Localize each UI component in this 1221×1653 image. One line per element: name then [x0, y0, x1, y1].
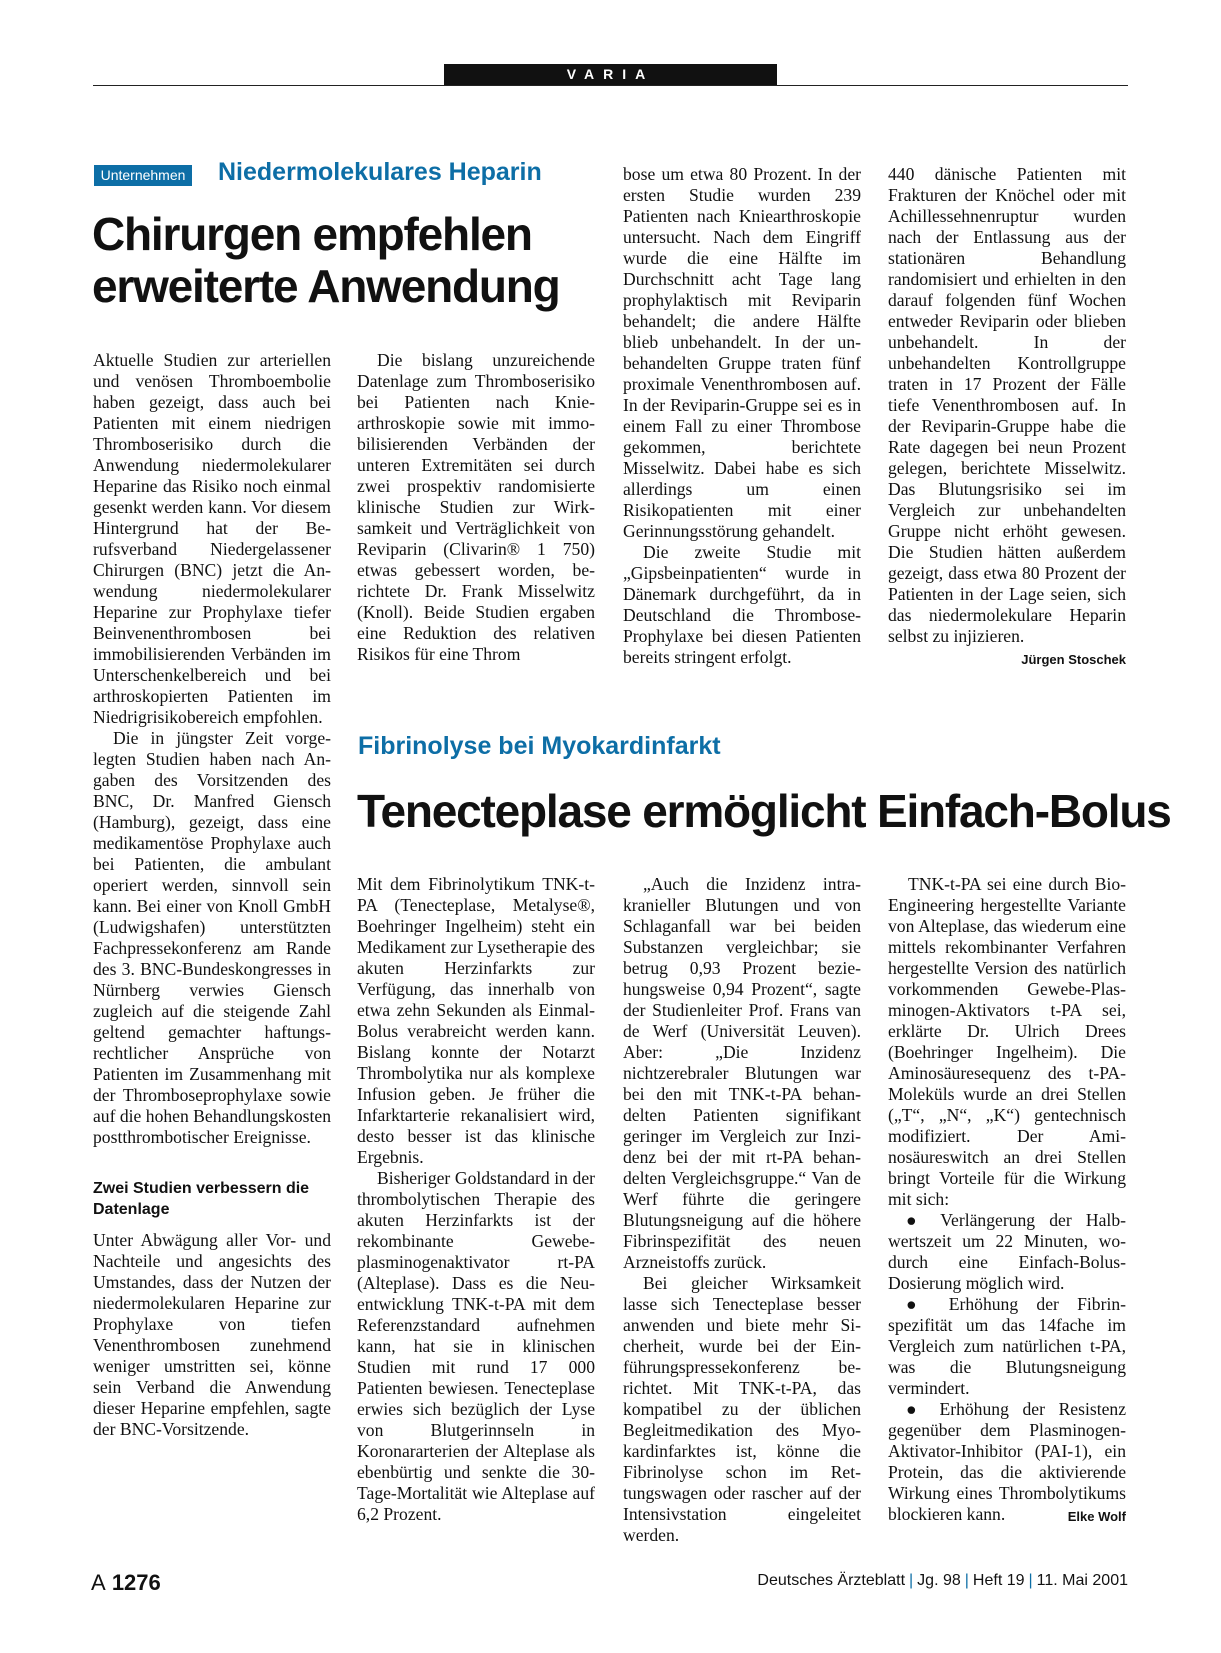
article1-column-3	[623, 164, 861, 668]
article1-headline-line1: Chirurgen empfehlen	[92, 208, 532, 260]
footer-separator: |	[909, 1572, 914, 1589]
page-folio	[91, 1570, 161, 1596]
article2-headline: Tenecteplase ermöglicht Einfach-Bolus	[357, 785, 1171, 837]
article1-author: Jürgen Stoschek	[1021, 652, 1126, 667]
article1-subhead: Zwei Studien verbessern die Datenlage	[93, 1180, 310, 1218]
header-rule	[93, 85, 1128, 86]
article2-paragraph: TNK-t-PA sei eine durch Bio-Engineering hergestellte Variante von Alteplase, das wiederum eine mittels rekombinanter Verfahren hergestellte Version des natürlich vorkommenden Gewebe-Plasminogen-Aktivators t-PA sei, erklärte Dr. Ulrich Drees (Boehringer Ingelheim). Die Aminosäuresequenz des t-PA-Moleküls wurde an drei Stellen („T“, „N“, „K“) gentechnisch modifiziert. Der Aminosäureswitch an drei Stellen bringt Vorteile für die Wirkung mit sich:	[888, 874, 1126, 1209]
article1-paragraph: Die zweite Studie mit „Gipsbeinpatienten“ wurde in Dänemark durchgeführt, da in Deutschland die Thrombose-Prophylaxe bei diesen Patienten bereits stringent erfolgt.	[623, 542, 861, 667]
journal-issue: Heft 19	[972, 1572, 1025, 1589]
bullet-item	[888, 1399, 1126, 1525]
article1-paragraph: Unter Abwägung aller Vor- und Nachteile und angesichts des Umstandes, dass der Nutzen der niedermolekularen Heparine zur Prophylaxe von tiefen Venenthrombosen zunehmend weniger umstritten sei, könne sein Verband die Anwendung dieser Heparine empfehlen, sagte der BNC-Vorsitzende.	[93, 1230, 331, 1439]
article1-paragraph: bose um etwa 80 Prozent. In der ersten Studie wurden 239 Patienten nach Kniearthroskopie untersucht. Nach dem Eingriff wurde die eine Hälfte im Durchschnitt acht Tage lang prophylaktisch mit Reviparin behandelt; die andere Hälfte blieb unbehandelt. In der unbehandelten Gruppe traten fünf proximale Venenthrombosen auf. In der Reviparin-Gruppe sei es in einem Fall zu einer Thrombose gekommen, berichtete Misselwitz. Dabei habe es sich allerdings um einen Risikopatienten mit einer Gerinnungsstörung gehandelt.	[623, 164, 861, 541]
bullet-icon: ●	[906, 1210, 927, 1230]
article1-column-1	[93, 350, 331, 1440]
article1-column-2	[357, 350, 595, 665]
article1-paragraph: Die in jüngster Zeit vorgelegten Studien haben nach Angaben des Vorsitzenden des BNC, Dr. Manfred Giensch (Hamburg), gezeigt, dass eine medikamentöse Prophylaxe auch bei Patienten, die ambulant operiert werden, sinnvoll sein kann. Bei einer von Knoll GmbH (Ludwigshafen) unterstützten Fachpressekonferenz am Rande des 3. BNC-Bundeskongresses in Nürnberg verwies Giensch zugleich auf die steigende Zahl geltend gemachter haftungsrechtlicher Ansprüche von Patienten im Zusammenhang mit der Thromboseprophylaxe sowie auf die hohen Behandlungskosten postthrombotischer Ereignisse.	[93, 728, 331, 1147]
article2-column-3	[623, 874, 861, 1546]
article2-column-4	[888, 874, 1126, 1527]
article2-author: Elke Wolf	[1067, 1509, 1126, 1524]
article1-col4-text: 440 dänische Patienten mit Frakturen der Knöchel oder mit Achillessehnenruptur wurden nach der Entlassung aus der stationären Behandlung randomisiert und erhielten in den darauf folgenden fünf Wochen entweder Reviparin oder blieben unbehandelt. In der unbehandelten Kontrollgruppe traten in 17 Prozent der Fälle tiefe Venenthrombosen auf. In der Reviparin-Gruppe habe die Rate dagegen bei neun Prozent gelegen, berichtete Misselwitz. Das Blutungsrisiko sei im Vergleich zur unbehandelten Gruppe nicht erhöht gewesen. Die Studien hätten außerdem gezeigt, dass etwa 80 Prozent der Patienten in der Lage seien, sich das niedermolekulare Heparin selbst zu injizieren.	[888, 164, 1126, 646]
article2-paragraph: Bisheriger Goldstandard in der thrombolytischen Therapie des akuten Herzinfarkts ist der rekombinante Gewebeplasminogenaktivator rt-PA (Alteplase). Dass es die Neuentwicklung TNK-t-PA mit dem Referenzstandard aufnehmen kann, hat sie in klinischen Studien mit rund 17 000 Patienten bewiesen. Tenecteplase erwies sich bezüglich der Lyse von Blutgerinnseln in Koronararterien der Alteplase als ebenbürtig und senkte die 30-Tage-Mortalität wie Alteplase auf 6,2 Prozent.	[357, 1168, 595, 1524]
bullet-text: Erhöhung der Fibrinspezifität um das 14fache im Vergleich zum natürlichen t-PA, was die Blutungsneigung vermindert.	[888, 1294, 1126, 1398]
article1-paragraph: Die bislang unzureichende Datenlage zum Thromboserisiko bei Patienten nach Kniearthroskopie sowie mit immobilisierenden Verbänden der unteren Extremitäten sei durch zwei prospektiv randomisierte klinische Studien zur Wirksamkeit und Verträglichkeit von Reviparin (Clivarin® 1 750) etwas gebessert worden, berichtete Dr. Frank Misselwitz (Knoll). Beide Studien ergaben eine Reduktion des relativen Risikos für eine Throm	[357, 350, 595, 664]
bullet-icon: ●	[906, 1399, 926, 1419]
article2-column-2	[357, 874, 595, 1525]
article1-paragraph	[888, 164, 1126, 667]
article1-kicker: Niedermolekulares Heparin	[218, 158, 542, 186]
footer-separator: |	[1028, 1572, 1033, 1589]
category-tag: Unternehmen	[94, 165, 192, 186]
journal-name: Deutsches Ärzteblatt	[757, 1572, 906, 1589]
section-label: VARIA	[444, 64, 777, 85]
bullet-text: Verlängerung der Halbwertszeit um 22 Minuten, wodurch eine Einfach-Bolus-Dosierung möglich wird.	[888, 1210, 1126, 1293]
folio-prefix: A	[91, 1570, 106, 1595]
article1-headline-line2: erweiterte Anwendung	[92, 260, 560, 312]
journal-footer	[757, 1572, 1128, 1590]
journal-volume: Jg. 98	[917, 1572, 961, 1589]
bullet-text: Erhöhung der Resistenz gegenüber dem Plasminogen-Aktivator-Inhibitor (PAI-1), ein Protein, das die aktivierende Wirkung eines Thrombolytikums blockieren kann.	[888, 1399, 1126, 1524]
page-number: 1276	[111, 1570, 161, 1595]
article1-column-4	[888, 164, 1126, 670]
article1-paragraph: Aktuelle Studien zur arteriellen und venösen Thromboembolie haben gezeigt, dass auch bei Patienten mit einem niedrigen Thromboserisiko durch die Anwendung niedermolekularer Heparine das Risiko noch einmal gesenkt werden kann. Vor diesem Hintergrund hat der Berufsverband Niedergelassener Chirurgen (BNC) jetzt die Anwendung niedermolekularer Heparine zur Prophylaxe tiefer Beinvenenthrombosen bei immobilisierenden Verbänden im Unterschenkelbereich und bei arthroskopierten Patienten im Niedrigrisikobereich empfohlen.	[93, 350, 331, 727]
journal-date: 11. Mai 2001	[1036, 1572, 1128, 1589]
bullet-item	[888, 1210, 1126, 1294]
article2-paragraph: Mit dem Fibrinolytikum TNK-t-PA (Tenecteplase, Metalyse®, Boehringer Ingelheim) steht ein Medikament zur Lysetherapie des akuten Herzinfarkts zur Verfügung, das innerhalb von etwa zehn Sekunden als Einmal-Bolus verabreicht werden kann. Bislang konnte der Notarzt Thrombolytika nur als komplexe Infusion geben. Je früher die Infarktarterie rekanalisiert wird, desto besser ist das klinische Ergebnis.	[357, 874, 595, 1167]
article1-headline	[92, 208, 560, 312]
article2-kicker: Fibrinolyse bei Myokardinfarkt	[358, 732, 721, 760]
footer-separator: |	[964, 1572, 969, 1589]
bullet-icon: ●	[906, 1294, 931, 1314]
bullet-item	[888, 1294, 1126, 1399]
article2-paragraph: Bei gleicher Wirksamkeit lasse sich Tenecteplase besser anwenden und biete mehr Sicherheit, wurde bei der Einführungspressekonferenz berichtet. Mit TNK-t-PA, das kompatibel zu der üblichen Begleitmedikation des Myokardinfarktes ist, könne die Fibrinolyse schon im Rettungswagen oder rascher auf der Intensivstation eingeleitet werden.	[623, 1273, 861, 1545]
article2-paragraph: „Auch die Inzidenz intrakranieller Blutungen und von Schlaganfall war bei beiden Substanzen vergleichbar; sie betrug 0,93 Prozent beziehungsweise 0,94 Prozent“, sagte der Studienleiter Prof. Frans van de Werf (Universität Leuven). Aber: „Die Inzidenz nichtzerebraler Blutungen war bei den mit TNK-t-PA behandelten Patienten signifikant geringer im Vergleich zur Inzidenz bei der mit rt-PA behandelten Vergleichsgruppe.“ Van de Werf führte die geringere Blutungsneigung auf die höhere Fibrinspezifität des neuen Arzneistoffs zurück.	[623, 874, 861, 1272]
